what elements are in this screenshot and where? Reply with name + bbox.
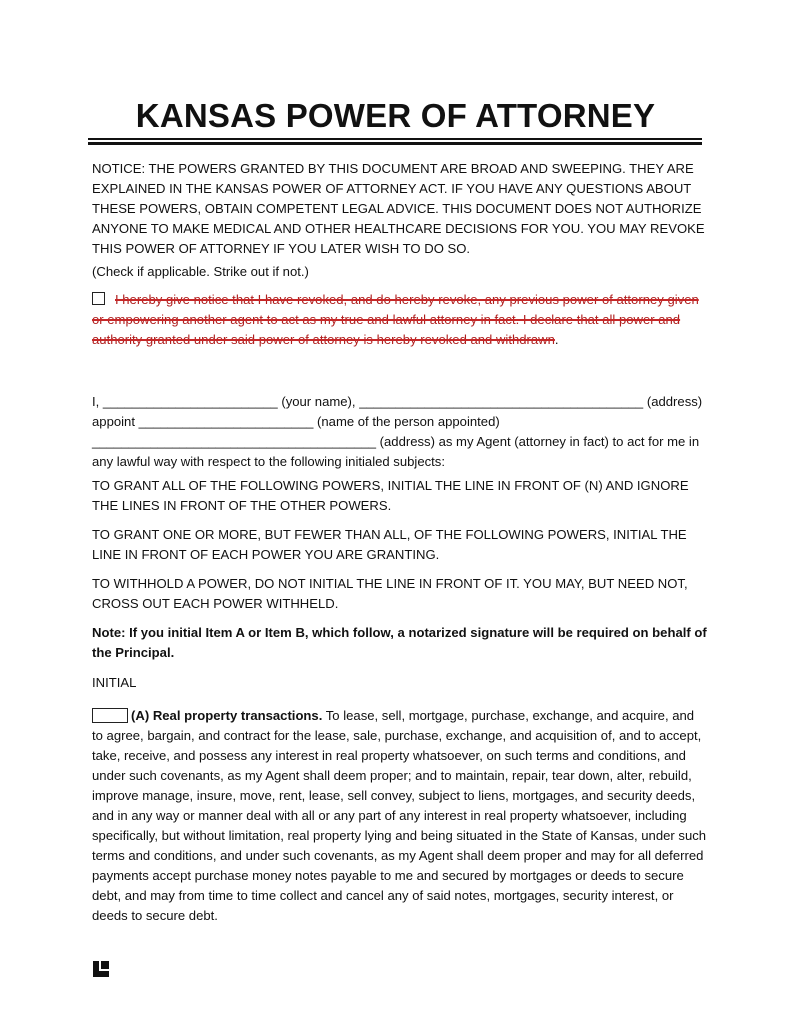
initial-label: INITIAL [92, 675, 137, 690]
agent-text: (address) as my Agent (attorney in fact) to act for me in any lawful way with respect to the following initialed subjects: [92, 434, 700, 469]
appointment-paragraph [92, 392, 707, 472]
item-a-heading: (A) Real property transactions. [131, 708, 323, 723]
withhold-instruction: TO WITHHOLD A POWER, DO NOT INITIAL THE LINE IN FRONT OF IT. YOU MAY, BUT NEED NOT, CROSS OUT EACH POWER WITHHELD. [92, 576, 688, 611]
principal-address-field[interactable]: _______________________________________ [355, 394, 644, 409]
i-label: I, [92, 394, 100, 409]
notary-note: Note: If you initial Item A or Item B, which follow, a notarized signature will be required on behalf of the Principal. [92, 625, 707, 660]
revocation-text: I hereby give notice that I have revoked, and do hereby revoke, any previous power of attorney given or empowering another agent to act as my true and lawful attorney in fact. I declare that all power and authority granted under said power of attorney is hereby revoked and withdrawn [92, 292, 699, 347]
person-appointed-label: (name of the person appointed) [317, 414, 500, 429]
revocation-checkbox[interactable] [92, 292, 105, 305]
title-divider-thick [88, 142, 702, 145]
agent-name-field[interactable]: ________________________ [134, 414, 318, 429]
title-divider-thin [88, 138, 702, 140]
check-instruction: (Check if applicable. Strike out if not.) [92, 264, 309, 279]
revocation-clause [92, 290, 707, 350]
brand-logo-icon [92, 960, 110, 978]
notice-paragraph: NOTICE: THE POWERS GRANTED BY THIS DOCUMENT ARE BROAD AND SWEEPING. THEY ARE EXPLAINED IN THE KANSAS POWER OF ATTORNEY ACT. IF YOU HAVE ANY QUESTIONS ABOUT THESE POWERS, OBTAIN COMPETENT LEGAL ADVICE. THIS DOCUMENT DOES NOT AUTHORIZE ANYONE TO MAKE MEDICAL AND OTHER HEALTHCARE DECISIONS FOR YOU. YOU MAY REVOKE THIS POWER OF ATTORNEY IF YOU LATER WISH TO DO SO. [92, 161, 705, 256]
grant-some-instruction: TO GRANT ONE OR MORE, BUT FEWER THAN ALL, OF THE FOLLOWING POWERS, INITIAL THE LINE IN FRONT OF EACH POWER YOU ARE GRANTING. [92, 527, 687, 562]
item-a-body: To lease, sell, mortgage, purchase, exchange, and acquire, and to agree, bargain, and contract for the lease, sale, purchase, exchange, and acquisition of, and to accept, take, receive, and possess any interest in real property whatsoever, on such terms and conditions, and under such covenants, as my Agent shall deem proper; and to maintain, repair, tear down, alter, rebuild, improve manage, insure, move, rent, lease, sell convey, subject to liens, mortgages, and security deeds, and in any way or manner deal with all or any part of any interest in real property whatsoever, including specifically, but without limitation, real property lying and being situated in the State of Kansas, under such terms and conditions, and under such covenants, as my Agent shall deem proper and may for all deferred payments accept purchase money notes payable to me and secured by mortgages or deeds to secure debt, and may from time to time collect and cancel any of said notes, mortgages, security interest, or deeds to secure debt. [92, 708, 707, 923]
grant-all-instruction: TO GRANT ALL OF THE FOLLOWING POWERS, INITIAL THE LINE IN FRONT OF (N) AND IGNORE THE LINES IN FRONT OF THE OTHER POWERS. [92, 478, 689, 513]
item-a-initial-box[interactable] [92, 708, 128, 723]
principal-name-field[interactable]: ________________________ [99, 394, 282, 409]
document-title: KANSAS POWER OF ATTORNEY [135, 97, 656, 134]
item-a-paragraph [92, 706, 707, 926]
agent-address-field[interactable]: _______________________________________ [92, 434, 380, 449]
address-appoint-label: (address) appoint [92, 394, 703, 429]
revocation-end: . [554, 332, 559, 347]
your-name-label: (your name), [281, 394, 356, 409]
